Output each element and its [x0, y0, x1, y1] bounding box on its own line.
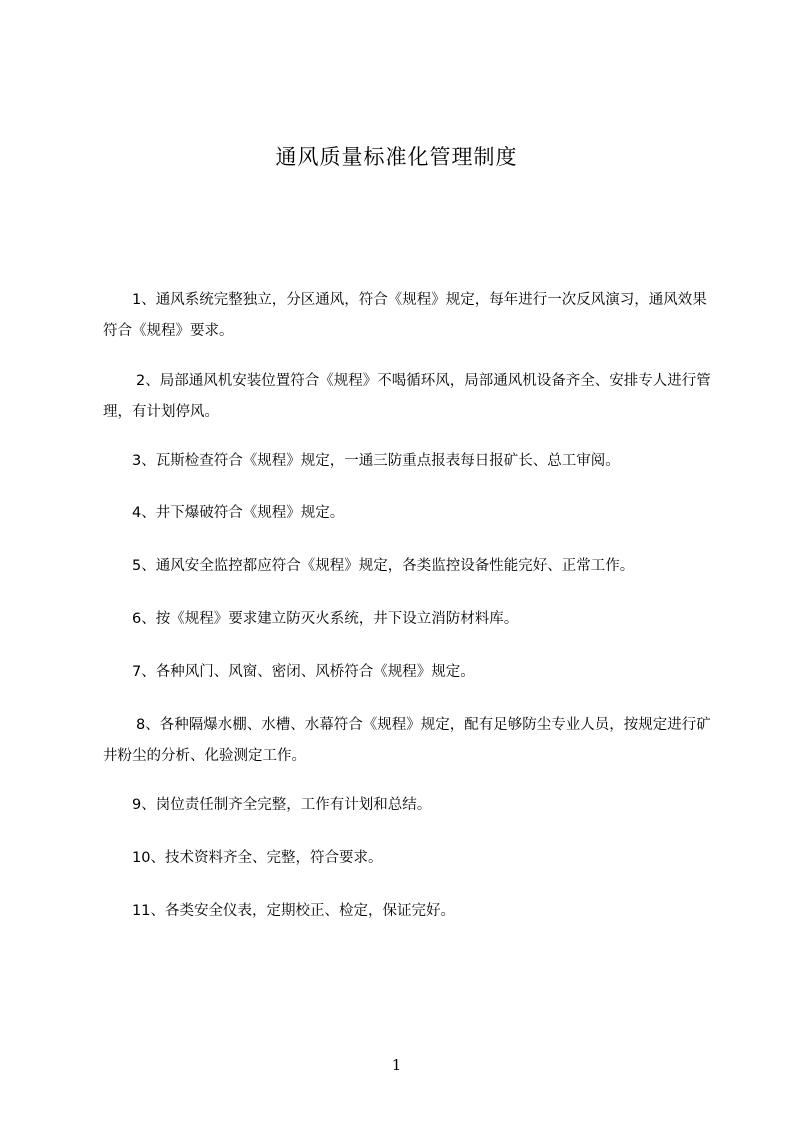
clause-6: 6、按《规程》要求建立防灭火系统，井下设立消防材料库。: [132, 611, 519, 627]
clause-3: 3、瓦斯检查符合《规程》规定，一通三防重点报表每日报矿长、总工审阅。: [132, 453, 620, 469]
clause-11: 11、各类安全仪表，定期校正、检定，保证完好。: [132, 903, 455, 919]
clause-10: 10、技术资料齐全、完整，符合要求。: [132, 850, 383, 866]
page-number: 1: [391, 1056, 402, 1074]
document-title: 通风质量标准化管理制度: [275, 145, 518, 169]
clause-9: 9、岗位责任制齐全完整，工作有计划和总结。: [132, 797, 432, 813]
clause-4: 4、井下爆破符合《规程》规定。: [132, 505, 345, 521]
clause-2: 2、局部通风机安装位置符合《规程》不喝循环风，局部通风机设备齐全、安排专人进行管理，有计划停风。: [103, 373, 711, 420]
clause-1: 1、通风系统完整独立，分区通风，符合《规程》规定，每年进行一次反风演习，通风效果符合《规程》要求。: [103, 292, 707, 339]
clause-8: 8、各种隔爆水棚、水槽、水幕符合《规程》规定，配有足够防尘专业人员，按规定进行矿井粉尘的分析、化验测定工作。: [103, 717, 711, 764]
clause-5: 5、通风安全监控都应符合《规程》规定，各类监控设备性能完好、正常工作。: [132, 558, 635, 574]
clause-7: 7、各种风门、风窗、密闭、风桥符合《规程》规定。: [132, 664, 475, 680]
